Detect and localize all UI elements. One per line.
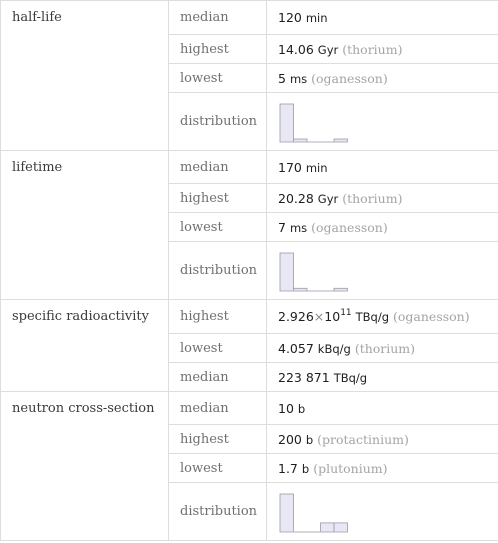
attribute-label: distribution (169, 93, 267, 151)
value-cell (267, 35, 498, 64)
value-cell (267, 213, 498, 242)
times-sign: × (313, 309, 325, 324)
value-cell (267, 151, 498, 184)
table-row (1, 392, 498, 425)
attribute-label: distribution (169, 483, 267, 541)
table-row (1, 151, 498, 184)
attribute-label: lowest (169, 454, 267, 483)
value-cell (267, 334, 498, 363)
value-note: (thorium) (342, 190, 403, 206)
value-base: 10 (324, 309, 341, 324)
value-number: 200 (278, 431, 302, 447)
distribution-cell (267, 93, 498, 151)
value-unit: b (305, 432, 314, 447)
value-number: 10 (278, 400, 294, 416)
attribute-label: lowest (169, 64, 267, 93)
histogram-bar (334, 522, 348, 531)
property-specific-radioactivity: specific radioactivity (1, 300, 169, 392)
value-unit: TBq/g (333, 370, 368, 385)
value-note: (oganesson) (311, 70, 388, 86)
histogram-bar (280, 104, 294, 142)
histogram-bar (280, 494, 294, 532)
attribute-label: distribution (169, 242, 267, 300)
value-unit: ms (289, 71, 308, 86)
value-unit: Gyr (317, 42, 339, 57)
half-life-distribution-histogram (278, 100, 350, 144)
attribute-label: lowest (169, 334, 267, 363)
value-cell (267, 454, 498, 483)
value-cell (267, 425, 498, 454)
value-unit: b (301, 461, 310, 476)
histogram-bar (280, 253, 294, 291)
value-unit: ms (289, 220, 308, 235)
value-note: (thorium) (342, 41, 403, 57)
value-unit: min (305, 160, 328, 175)
value-number: 20.28 (278, 190, 314, 206)
attribute-label: highest (169, 35, 267, 64)
property-half-life: half-life (1, 1, 169, 151)
value-note: (oganesson) (311, 219, 388, 235)
attribute-label: highest (169, 425, 267, 454)
attribute-label: median (169, 1, 267, 35)
value-note: (thorium) (354, 340, 416, 356)
property-neutron-cross-section: neutron cross-section (1, 392, 169, 541)
value-number: 7 (278, 219, 286, 235)
neutron-cross-section-distribution-histogram (278, 490, 350, 534)
property-lifetime: lifetime (1, 151, 169, 300)
value-cell (267, 363, 498, 392)
attribute-label: median (169, 363, 267, 392)
distribution-cell (267, 483, 498, 541)
value-exponent: 11 (340, 308, 352, 318)
table-row (1, 300, 498, 334)
value-number: 1.7 (278, 460, 298, 476)
distribution-cell (267, 242, 498, 300)
value-number: 120 (278, 10, 302, 25)
attribute-label: lowest (169, 213, 267, 242)
value-cell (267, 1, 498, 35)
value-note: (plutonium) (313, 460, 388, 476)
attribute-label: median (169, 392, 267, 425)
value-cell (267, 64, 498, 93)
histogram-bar (321, 522, 335, 531)
lifetime-distribution-histogram (278, 249, 350, 293)
table-row (1, 1, 498, 35)
attribute-label: highest (169, 300, 267, 334)
value-unit: TBq/g (355, 310, 390, 324)
attribute-label: highest (169, 184, 267, 213)
value-unit: b (297, 401, 306, 416)
value-unit: kBq/g (317, 341, 351, 356)
value-unit: min (305, 11, 328, 25)
value-unit: Gyr (317, 191, 339, 206)
value-cell (267, 392, 498, 425)
value-mantissa: 2.926 (278, 309, 314, 324)
value-note: (protactinium) (317, 431, 409, 447)
value-number: 223 871 (278, 369, 330, 385)
attribute-label: median (169, 151, 267, 184)
value-cell (267, 300, 498, 334)
value-number: 5 (278, 70, 286, 86)
value-number: 4.057 (278, 340, 314, 356)
value-note: (oganesson) (393, 309, 470, 324)
value-cell (267, 184, 498, 213)
value-number: 14.06 (278, 41, 314, 57)
value-number: 170 (278, 159, 302, 175)
